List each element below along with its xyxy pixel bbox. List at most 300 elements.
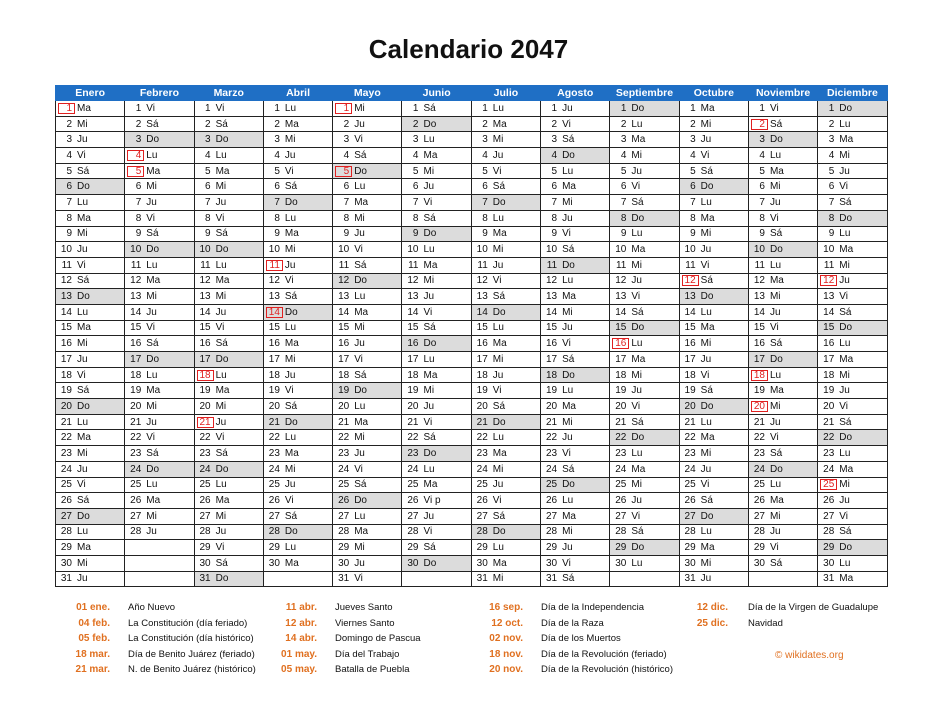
day-cell — [679, 132, 748, 148]
day-number: 26 — [338, 495, 350, 507]
day-number: 2 — [690, 118, 696, 130]
day-number: 23 — [823, 447, 835, 459]
weekday-label: Mi — [146, 181, 157, 193]
day-cell — [748, 273, 817, 289]
weekday-label: Ju — [215, 416, 227, 428]
day-number: 25 — [753, 479, 765, 491]
holiday-date: 18 nov. — [489, 648, 523, 660]
day-cell — [263, 383, 332, 399]
day-cell — [333, 101, 402, 117]
day-number: 7 — [66, 196, 72, 208]
day-cell — [541, 257, 610, 273]
day-number: 17 — [823, 353, 835, 365]
day-number: 22 — [615, 432, 627, 444]
weekday-label: Vi — [354, 353, 363, 365]
weekday-label: Sá — [77, 385, 90, 397]
weekday-label: Vi — [215, 212, 225, 224]
weekday-label: Ma — [562, 400, 576, 412]
day-cell — [125, 132, 194, 148]
weekday-label: Do — [562, 369, 575, 381]
day-cell — [818, 242, 887, 258]
day-number: 28 — [476, 526, 488, 538]
day-number: 11 — [408, 259, 419, 271]
day-number: 5 — [620, 165, 627, 177]
weekday-label: Lu — [631, 118, 643, 130]
weekday-label: Do — [562, 149, 575, 161]
day-number: 21 — [823, 416, 835, 428]
day-cell — [818, 101, 887, 117]
day-cell — [194, 320, 263, 336]
day-number: 25 — [338, 479, 350, 491]
day-cell — [748, 352, 817, 368]
weekday-label: Do — [354, 275, 367, 287]
day-cell — [748, 446, 817, 462]
day-cell — [748, 148, 817, 164]
day-cell — [56, 179, 125, 195]
day-number: 9 — [343, 228, 350, 240]
day-cell — [125, 116, 194, 132]
day-cell — [333, 116, 402, 132]
day-cell — [56, 210, 125, 226]
day-cell — [263, 101, 332, 117]
day-cell — [541, 367, 610, 383]
day-number: 19 — [615, 385, 627, 397]
day-number: 30 — [476, 557, 488, 569]
weekday-label: Ma — [492, 338, 507, 350]
weekday-label: Ju — [562, 432, 573, 444]
day-number: 7 — [274, 196, 280, 208]
day-number: 21 — [130, 416, 142, 428]
day-cell — [610, 540, 679, 556]
weekday-label: Ju — [146, 416, 157, 428]
weekday-label: Sá — [284, 510, 298, 522]
day-number: 22 — [338, 432, 350, 444]
weekday-label: Vi — [492, 385, 502, 397]
day-number: 31 — [338, 573, 350, 585]
day-cell — [610, 352, 679, 368]
weekday-label: Sá — [492, 400, 506, 412]
day-number: 28 — [823, 526, 835, 538]
day-cell — [194, 446, 263, 462]
day-number: 24 — [823, 463, 835, 475]
weekday-label: Mi — [215, 291, 227, 303]
weekday-label: Ma — [839, 353, 854, 365]
weekday-label: Vi — [562, 447, 571, 459]
weekday-label: Mi — [77, 228, 88, 240]
weekday-label: Sá — [839, 196, 852, 208]
day-number: 13 — [823, 291, 835, 303]
day-cell — [194, 493, 263, 509]
day-cell — [194, 555, 263, 571]
holiday-date: 05 feb. — [78, 633, 110, 644]
day-cell — [818, 148, 887, 164]
day-cell — [402, 336, 471, 352]
day-number: 19 — [268, 385, 280, 397]
day-cell — [679, 336, 748, 352]
day-cell — [471, 383, 540, 399]
day-number: 12 — [130, 275, 142, 287]
day-cell — [748, 555, 817, 571]
weekday-label: Vi — [700, 479, 710, 491]
day-cell — [333, 571, 402, 587]
day-cell — [263, 163, 332, 179]
weekday-label: Mi — [562, 196, 573, 208]
weekday-label: Ma — [146, 385, 161, 397]
weekday-label: Mi — [492, 353, 504, 365]
holiday-date: 02 nov. — [489, 633, 523, 644]
day-cell — [402, 383, 471, 399]
day-number: 11 — [823, 259, 835, 271]
day-number: 30 — [268, 557, 280, 569]
month-header: Mayo — [333, 86, 402, 101]
day-cell — [263, 242, 332, 258]
day-number: 21 — [407, 416, 419, 428]
weekday-label: Vi — [631, 400, 641, 412]
holiday-name: Jueves Santo — [335, 602, 393, 613]
day-cell — [56, 304, 125, 320]
weekday-label: Lu — [354, 181, 366, 193]
weekday-label: Vi — [284, 385, 294, 397]
weekday-label: Do — [492, 526, 506, 538]
day-cell — [125, 493, 194, 509]
weekday-label: Ju — [839, 165, 850, 177]
day-number: 1 — [759, 102, 765, 114]
day-number: 28 — [268, 526, 280, 538]
weekday-label: Vi — [284, 495, 294, 507]
weekday-label: Vi — [77, 369, 86, 381]
day-number: 12 — [476, 275, 488, 287]
weekday-label: Do — [492, 306, 506, 318]
day-number: 26 — [199, 495, 211, 507]
day-number: 17 — [476, 353, 488, 365]
day-number: 19 — [753, 385, 765, 397]
day-number: 28 — [60, 526, 72, 538]
day-number: 16 — [407, 338, 419, 350]
day-number: 14 — [476, 306, 488, 318]
weekday-label: Vi — [700, 369, 710, 381]
day-cell — [541, 242, 610, 258]
day-number: 4 — [205, 149, 211, 161]
day-number: 17 — [268, 353, 280, 365]
day-cell — [748, 540, 817, 556]
weekday-label: Sá — [77, 495, 90, 507]
weekday-label: Lu — [492, 212, 504, 224]
day-cell — [56, 195, 125, 211]
weekday-label: Mi — [839, 479, 850, 491]
day-row — [56, 555, 888, 571]
weekday-label: Ju — [215, 306, 227, 318]
day-cell — [818, 493, 887, 509]
weekday-label: Sá — [284, 400, 298, 412]
day-cell — [748, 242, 817, 258]
day-cell — [56, 414, 125, 430]
day-cell — [194, 336, 263, 352]
weekday-label: Ma — [700, 322, 715, 334]
day-number: 24 — [338, 463, 350, 475]
day-number: 22 — [476, 432, 488, 444]
day-cell — [679, 571, 748, 587]
day-cell — [402, 273, 471, 289]
day-number: 8 — [759, 212, 765, 224]
day-number: 11 — [546, 259, 558, 271]
holiday-list — [0, 600, 937, 690]
day-cell — [263, 289, 332, 305]
day-number: 17 — [130, 353, 142, 365]
weekday-label: Ju — [215, 196, 227, 208]
day-cell — [610, 101, 679, 117]
day-cell — [263, 524, 332, 540]
weekday-label: Ma — [77, 322, 91, 334]
weekday-label: Ju — [215, 526, 227, 538]
day-cell — [194, 210, 263, 226]
day-cell — [610, 571, 679, 587]
weekday-label: Do — [700, 510, 714, 522]
day-cell — [471, 461, 540, 477]
day-number: 18 — [476, 369, 488, 381]
weekday-label: Lu — [146, 259, 158, 271]
holiday-name: Viernes Santo — [335, 617, 395, 629]
weekday-label: Vi — [215, 432, 225, 444]
day-number: 11 — [130, 259, 142, 271]
weekday-label: Ju — [284, 479, 296, 491]
weekday-label: Vi — [423, 196, 433, 208]
holiday-date: 25 dic. — [696, 617, 728, 629]
weekday-label: Lu — [562, 165, 574, 177]
weekday-label: Sá — [769, 118, 783, 130]
day-cell — [610, 524, 679, 540]
day-number: 12 — [268, 275, 280, 287]
day-row — [56, 524, 888, 540]
day-row — [56, 430, 888, 446]
day-cell — [125, 320, 194, 336]
weekday-label: Do — [423, 557, 437, 569]
day-row — [56, 148, 888, 164]
day-number: 20 — [615, 400, 627, 412]
weekday-label: Ju — [354, 118, 365, 130]
day-row — [56, 226, 888, 242]
day-cell — [194, 304, 263, 320]
weekday-label: Do — [77, 510, 90, 522]
day-number: 3 — [343, 134, 350, 146]
weekday-label: Ju — [77, 134, 88, 146]
day-cell — [402, 493, 471, 509]
day-cell — [125, 461, 194, 477]
day-number: 19 — [684, 385, 696, 397]
weekday-label: Vi — [354, 244, 363, 256]
day-number: 21 — [684, 416, 696, 428]
day-number: 2 — [828, 118, 835, 130]
day-cell — [818, 210, 887, 226]
weekday-label: Ma — [423, 149, 438, 161]
day-number: 16 — [753, 338, 765, 350]
day-cell — [748, 116, 817, 132]
day-number: 8 — [690, 212, 696, 224]
weekday-label: Mi — [769, 510, 781, 522]
day-number: 19 — [407, 385, 419, 397]
day-number: 27 — [753, 510, 765, 522]
day-number: 14 — [266, 307, 283, 318]
day-number: 23 — [753, 447, 765, 459]
day-number: 2 — [551, 118, 558, 130]
day-number: 31 — [60, 573, 72, 585]
weekday-label: Sá — [423, 212, 436, 224]
day-number: 15 — [130, 322, 142, 334]
weekday-label: Sá — [284, 181, 298, 193]
day-cell — [748, 508, 817, 524]
weekday-label: Ju — [769, 416, 781, 428]
day-number: 11 — [477, 259, 488, 271]
day-number: 27 — [823, 510, 835, 522]
day-cell — [818, 571, 887, 587]
weekday-label: Do — [700, 291, 714, 303]
weekday-label: Vi — [562, 228, 571, 240]
weekday-label: Vi — [631, 291, 641, 303]
weekday-label: Sá — [215, 118, 228, 130]
day-number: 25 — [684, 479, 696, 491]
weekday-label: Lu — [146, 479, 158, 491]
day-cell — [471, 477, 540, 493]
day-number: 7 — [690, 196, 696, 208]
day-cell — [263, 132, 332, 148]
day-cell — [402, 414, 471, 430]
month-header: Octubre — [679, 86, 748, 101]
day-number: 4 — [759, 149, 765, 161]
day-cell — [333, 461, 402, 477]
weekday-label: Sá — [769, 338, 783, 350]
weekday-label: Mi — [562, 416, 573, 428]
day-number: 23 — [199, 447, 211, 459]
holiday-name: Navidad — [748, 617, 783, 629]
weekday-label: Ma — [839, 573, 854, 585]
weekday-label: Ma — [354, 306, 369, 318]
weekday-label: Ju — [769, 306, 781, 318]
day-cell — [541, 383, 610, 399]
weekday-label: Ma — [146, 275, 161, 287]
day-number: 9 — [620, 228, 627, 240]
day-number: 25 — [407, 479, 419, 491]
weekday-label: Lu — [354, 400, 366, 412]
weekday-label: Sá — [354, 479, 367, 491]
weekday-label: Sá — [423, 542, 436, 554]
weekday-label: Do — [700, 400, 714, 412]
day-cell — [333, 242, 402, 258]
day-number: 9 — [135, 228, 142, 240]
weekday-label: Sá — [215, 447, 228, 459]
holiday-name: N. de Benito Juárez (histórico) — [128, 664, 256, 675]
day-cell — [610, 414, 679, 430]
day-number: 1 — [205, 102, 211, 114]
weekday-label: Ma — [77, 212, 91, 224]
weekday-label: Mi — [700, 118, 712, 130]
day-cell — [194, 163, 263, 179]
day-cell — [333, 493, 402, 509]
day-cell — [56, 555, 125, 571]
day-number: 22 — [823, 432, 835, 444]
weekday-label: Mi — [839, 369, 850, 381]
weekday-label: Mi — [700, 228, 712, 240]
day-number: 19 — [545, 385, 558, 397]
weekday-label: Mi — [423, 275, 435, 287]
day-number: 20 — [268, 400, 280, 412]
holiday-name: Día de la Independencia — [541, 602, 644, 613]
day-cell — [541, 508, 610, 524]
month-header: Diciembre — [818, 86, 887, 101]
day-cell — [748, 226, 817, 242]
day-row — [56, 414, 888, 430]
weekday-label: Lu — [423, 244, 435, 256]
weekday-label: Lu — [215, 479, 227, 491]
day-number: 11 — [754, 259, 765, 271]
weekday-label: Ma — [700, 542, 715, 554]
day-cell — [263, 116, 332, 132]
weekday-label: Ma — [769, 495, 784, 507]
weekday-label: Lu — [492, 102, 504, 114]
weekday-label: Sá — [631, 306, 644, 318]
day-cell — [748, 383, 817, 399]
day-number: 15 — [684, 322, 696, 334]
day-cell — [610, 148, 679, 164]
day-cell — [194, 414, 263, 430]
day-cell — [56, 540, 125, 556]
day-cell — [125, 446, 194, 462]
weekday-label: Ma — [562, 181, 576, 193]
day-number: 24 — [130, 463, 142, 475]
day-number: 2 — [751, 119, 768, 130]
day-number: 4 — [690, 149, 696, 161]
day-number: 24 — [199, 463, 211, 475]
day-cell — [679, 289, 748, 305]
day-cell — [194, 540, 263, 556]
day-number: 22 — [753, 432, 765, 444]
day-cell — [541, 493, 610, 509]
day-number: 22 — [407, 432, 419, 444]
calendar-body — [56, 101, 888, 587]
day-number: 2 — [620, 118, 627, 130]
day-cell — [402, 289, 471, 305]
weekday-label: Lu — [77, 196, 89, 208]
day-cell — [471, 210, 540, 226]
day-cell — [402, 477, 471, 493]
day-number: 1 — [551, 102, 558, 114]
month-header: Febrero — [125, 86, 194, 101]
day-cell — [541, 540, 610, 556]
day-cell — [610, 226, 679, 242]
day-cell — [263, 430, 332, 446]
day-cell — [125, 399, 194, 415]
day-number: 22 — [60, 432, 72, 444]
weekday-label: Vi — [146, 322, 156, 334]
day-number: 22 — [545, 432, 558, 444]
weekday-label: Ma — [354, 416, 369, 428]
weekday-label: Lu — [423, 463, 435, 475]
day-number: 20 — [684, 400, 696, 412]
day-cell — [541, 524, 610, 540]
day-number: 27 — [684, 510, 696, 522]
day-cell — [56, 571, 125, 587]
day-number: 4 — [127, 150, 144, 161]
day-cell — [679, 524, 748, 540]
day-cell — [194, 101, 263, 117]
day-number: 14 — [407, 306, 419, 318]
day-cell — [818, 163, 887, 179]
day-number: 28 — [130, 526, 142, 538]
day-cell — [679, 414, 748, 430]
weekday-label: Sá — [839, 416, 852, 428]
day-cell — [748, 195, 817, 211]
day-number: 14 — [684, 306, 696, 318]
weekday-label: Ma — [839, 134, 854, 146]
day-cell — [541, 195, 610, 211]
